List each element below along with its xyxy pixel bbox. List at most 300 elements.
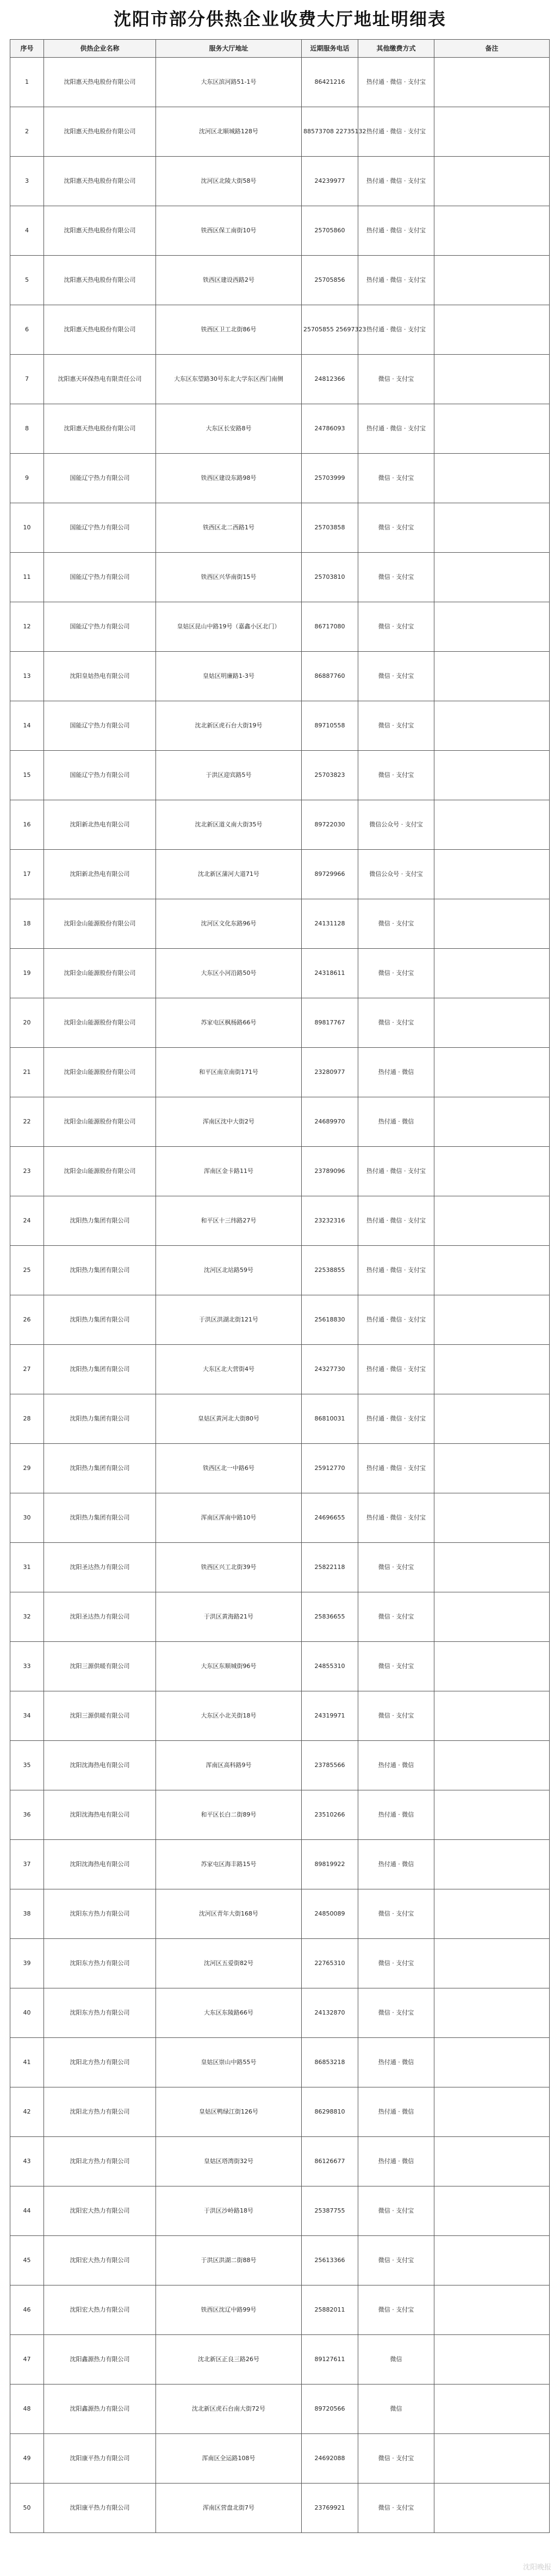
cell-remark (434, 1147, 550, 1196)
cell-address: 沈北新区正良三路26号 (156, 2335, 302, 2385)
cell-phone: 23785566 (302, 1741, 358, 1790)
cell-company: 沈阳惠天热电股份有限公司 (44, 206, 156, 256)
cell-remark (434, 1295, 550, 1345)
cell-address: 皇姑区黄河北大街80号 (156, 1394, 302, 1444)
cell-company: 沈阳金山能源股份有限公司 (44, 949, 156, 998)
cell-index: 29 (10, 1444, 44, 1493)
cell-index: 11 (10, 553, 44, 602)
table-row (10, 553, 550, 602)
cell-company: 沈阳康平热力有限公司 (44, 2484, 156, 2533)
cell-phone: 86887760 (302, 652, 358, 701)
cell-address: 浑南区浑南中路10号 (156, 1493, 302, 1543)
cell-address: 大东区长安路8号 (156, 404, 302, 454)
cell-company: 沈阳热力集团有限公司 (44, 1295, 156, 1345)
cell-company: 沈阳金山能源股份有限公司 (44, 1147, 156, 1196)
header-address: 服务大厅地址 (156, 40, 302, 58)
cell-index: 47 (10, 2335, 44, 2385)
table-row (10, 2385, 550, 2434)
cell-index: 44 (10, 2186, 44, 2236)
cell-payment: 微信 · 支付宝 (358, 454, 434, 503)
cell-company: 沈阳惠天热电股份有限公司 (44, 157, 156, 206)
cell-company: 沈阳金山能源股份有限公司 (44, 998, 156, 1048)
cell-address: 沈河区北陵大街58号 (156, 157, 302, 206)
cell-remark (434, 2385, 550, 2434)
cell-remark (434, 1988, 550, 2038)
cell-payment: 微信 · 支付宝 (358, 899, 434, 949)
cell-payment: 微信 · 支付宝 (358, 503, 434, 553)
cell-remark (434, 2285, 550, 2335)
cell-company: 沈阳惠天热电股份有限公司 (44, 107, 156, 157)
cell-address: 铁西区沈辽中路99号 (156, 2285, 302, 2335)
cell-phone: 23769921 (302, 2484, 358, 2533)
table-row (10, 1939, 550, 1988)
cell-payment: 热付通 · 微信 · 支付宝 (358, 305, 434, 355)
table-row (10, 1444, 550, 1493)
cell-remark (434, 2335, 550, 2385)
cell-remark (434, 998, 550, 1048)
cell-payment: 热付通 · 微信 · 支付宝 (358, 58, 434, 107)
table-row (10, 1493, 550, 1543)
cell-phone: 86126677 (302, 2137, 358, 2186)
cell-phone: 89817767 (302, 998, 358, 1048)
table-row (10, 58, 550, 107)
cell-phone: 24692088 (302, 2434, 358, 2484)
cell-address: 沈河区文化东路96号 (156, 899, 302, 949)
cell-address: 皇姑区昆山中路19号（嘉鑫小区北门） (156, 602, 302, 652)
cell-index: 43 (10, 2137, 44, 2186)
cell-remark (434, 1691, 550, 1741)
cell-phone: 89710558 (302, 701, 358, 751)
cell-index: 2 (10, 107, 44, 157)
cell-remark (434, 2087, 550, 2137)
cell-address: 浑南区营盘北街7号 (156, 2484, 302, 2533)
table-row (10, 2484, 550, 2533)
cell-remark (434, 1939, 550, 1988)
cell-address: 浑南区沈中大街2号 (156, 1097, 302, 1147)
cell-payment: 微信 · 支付宝 (358, 2285, 434, 2335)
cell-company: 沈阳金山能源股份有限公司 (44, 899, 156, 949)
cell-payment: 热付通 · 微信 · 支付宝 (358, 1196, 434, 1246)
cell-company: 沈阳北方热力有限公司 (44, 2038, 156, 2087)
cell-remark (434, 58, 550, 107)
cell-phone: 89127611 (302, 2335, 358, 2385)
cell-phone: 25703810 (302, 553, 358, 602)
table-row (10, 1889, 550, 1939)
cell-phone: 22765310 (302, 1939, 358, 1988)
cell-company: 国能辽宁热力有限公司 (44, 454, 156, 503)
table-row (10, 602, 550, 652)
table-row (10, 800, 550, 850)
cell-phone: 25882011 (302, 2285, 358, 2335)
cell-remark (434, 256, 550, 305)
table-row (10, 899, 550, 949)
cell-address: 浑南区金卡路11号 (156, 1147, 302, 1196)
cell-index: 5 (10, 256, 44, 305)
cell-index: 25 (10, 1246, 44, 1295)
table-row (10, 1196, 550, 1246)
cell-address: 铁西区建设西路2号 (156, 256, 302, 305)
table-row (10, 751, 550, 800)
cell-address: 苏家屯区海丰路15号 (156, 1840, 302, 1889)
cell-phone: 89819922 (302, 1840, 358, 1889)
header-phone: 近期服务电话 (302, 40, 358, 58)
table-row (10, 701, 550, 751)
cell-company: 沈阳圣达热力有限公司 (44, 1592, 156, 1642)
cell-address: 铁西区保工南街10号 (156, 206, 302, 256)
cell-company: 沈阳康平热力有限公司 (44, 2434, 156, 2484)
cell-address: 大东区滨河路51-1号 (156, 58, 302, 107)
cell-payment: 微信 · 支付宝 (358, 1691, 434, 1741)
cell-company: 沈阳惠天热电股份有限公司 (44, 58, 156, 107)
cell-payment: 热付通 · 微信 · 支付宝 (358, 1147, 434, 1196)
cell-company: 沈阳惠天热电股份有限公司 (44, 305, 156, 355)
cell-phone: 25705856 (302, 256, 358, 305)
cell-address: 大东区东顺城街96号 (156, 1642, 302, 1691)
cell-payment: 热付通 · 微信 · 支付宝 (358, 206, 434, 256)
cell-index: 8 (10, 404, 44, 454)
cell-remark (434, 1444, 550, 1493)
table-row (10, 503, 550, 553)
cell-company: 沈阳惠天环保热电有限责任公司 (44, 355, 156, 404)
table-row (10, 1592, 550, 1642)
cell-index: 41 (10, 2038, 44, 2087)
table-row (10, 1147, 550, 1196)
table-row (10, 998, 550, 1048)
cell-address: 和平区南京南街171号 (156, 1048, 302, 1097)
table-row (10, 256, 550, 305)
cell-index: 42 (10, 2087, 44, 2137)
cell-index: 1 (10, 58, 44, 107)
cell-remark (434, 1592, 550, 1642)
cell-remark (434, 206, 550, 256)
table-row (10, 2038, 550, 2087)
cell-address: 皇姑区鸭绿江街126号 (156, 2087, 302, 2137)
cell-company: 国能辽宁热力有限公司 (44, 602, 156, 652)
table-row (10, 2285, 550, 2335)
cell-remark (434, 1889, 550, 1939)
cell-phone: 25618830 (302, 1295, 358, 1345)
cell-remark (434, 1493, 550, 1543)
cell-remark (434, 404, 550, 454)
cell-phone: 25836655 (302, 1592, 358, 1642)
table-row (10, 2087, 550, 2137)
cell-remark (434, 2038, 550, 2087)
cell-payment: 热付通 · 微信 · 支付宝 (358, 1493, 434, 1543)
cell-remark (434, 751, 550, 800)
cell-index: 7 (10, 355, 44, 404)
table-row (10, 1691, 550, 1741)
cell-phone: 25703823 (302, 751, 358, 800)
cell-payment: 微信公众号 · 支付宝 (358, 850, 434, 899)
cell-index: 46 (10, 2285, 44, 2335)
table-row (10, 2236, 550, 2285)
table-row (10, 949, 550, 998)
cell-phone: 24696655 (302, 1493, 358, 1543)
cell-payment: 微信 · 支付宝 (358, 701, 434, 751)
cell-company: 沈阳惠天热电股份有限公司 (44, 256, 156, 305)
cell-company: 沈阳新北热电有限公司 (44, 800, 156, 850)
cell-payment: 微信 · 支付宝 (358, 1642, 434, 1691)
cell-payment: 微信 (358, 2385, 434, 2434)
cell-payment: 热付通 · 微信 · 支付宝 (358, 1394, 434, 1444)
cell-address: 于洪区迎宾路5号 (156, 751, 302, 800)
cell-index: 45 (10, 2236, 44, 2285)
cell-payment: 热付通 · 微信 (358, 2038, 434, 2087)
cell-company: 沈阳沈海热电有限公司 (44, 1840, 156, 1889)
cell-index: 16 (10, 800, 44, 850)
cell-company: 沈阳热力集团有限公司 (44, 1345, 156, 1394)
cell-company: 沈阳三源供暖有限公司 (44, 1691, 156, 1741)
cell-phone: 24319971 (302, 1691, 358, 1741)
cell-index: 10 (10, 503, 44, 553)
cell-company: 沈阳热力集团有限公司 (44, 1196, 156, 1246)
cell-address: 浑南区高科路9号 (156, 1741, 302, 1790)
cell-address: 于洪区沙岭路18号 (156, 2186, 302, 2236)
cell-remark (434, 1394, 550, 1444)
cell-remark (434, 701, 550, 751)
cell-index: 35 (10, 1741, 44, 1790)
cell-payment: 微信公众号 · 支付宝 (358, 800, 434, 850)
table-row (10, 850, 550, 899)
cell-payment: 热付通 · 微信 (358, 1840, 434, 1889)
cell-remark (434, 1543, 550, 1592)
cell-phone: 25703999 (302, 454, 358, 503)
cell-index: 26 (10, 1295, 44, 1345)
table-row (10, 1345, 550, 1394)
cell-phone: 86810031 (302, 1394, 358, 1444)
cell-company: 沈阳皇姑热电有限公司 (44, 652, 156, 701)
cell-index: 6 (10, 305, 44, 355)
cell-index: 12 (10, 602, 44, 652)
cell-index: 33 (10, 1642, 44, 1691)
table-row (10, 355, 550, 404)
table-row (10, 206, 550, 256)
cell-address: 大东区小河沿路50号 (156, 949, 302, 998)
cell-payment: 微信 · 支付宝 (358, 2434, 434, 2484)
cell-phone: 86717080 (302, 602, 358, 652)
cell-payment: 微信 · 支付宝 (358, 553, 434, 602)
cell-company: 沈阳宏大热力有限公司 (44, 2285, 156, 2335)
cell-payment: 热付通 · 微信 (358, 1790, 434, 1840)
cell-phone: 25613366 (302, 2236, 358, 2285)
cell-payment: 微信 · 支付宝 (358, 355, 434, 404)
cell-payment: 热付通 · 微信 (358, 1741, 434, 1790)
cell-remark (434, 899, 550, 949)
header-payment: 其他缴费方式 (358, 40, 434, 58)
cell-remark (434, 305, 550, 355)
cell-index: 37 (10, 1840, 44, 1889)
cell-phone: 24131128 (302, 899, 358, 949)
cell-address: 皇姑区明廉路1-3号 (156, 652, 302, 701)
cell-address: 沈河区北顺城路128号 (156, 107, 302, 157)
cell-remark (434, 503, 550, 553)
cell-address: 大东区北大营街4号 (156, 1345, 302, 1394)
table-row (10, 2335, 550, 2385)
cell-address: 铁西区北一中路6号 (156, 1444, 302, 1493)
cell-remark (434, 2186, 550, 2236)
cell-phone: 24318611 (302, 949, 358, 998)
cell-index: 17 (10, 850, 44, 899)
cell-company: 沈阳鑫源热力有限公司 (44, 2335, 156, 2385)
cell-company: 沈阳热力集团有限公司 (44, 1493, 156, 1543)
cell-company: 沈阳金山能源股份有限公司 (44, 1097, 156, 1147)
cell-phone: 24689970 (302, 1097, 358, 1147)
cell-remark (434, 107, 550, 157)
cell-remark (434, 652, 550, 701)
table-row (10, 1840, 550, 1889)
cell-phone: 23510266 (302, 1790, 358, 1840)
cell-address: 苏家屯区枫杨路66号 (156, 998, 302, 1048)
cell-company: 沈阳宏大热力有限公司 (44, 2236, 156, 2285)
cell-address: 大东区东陵路66号 (156, 1988, 302, 2038)
cell-company: 沈阳北方热力有限公司 (44, 2137, 156, 2186)
cell-index: 13 (10, 652, 44, 701)
cell-address: 铁西区卫工北街86号 (156, 305, 302, 355)
cell-index: 3 (10, 157, 44, 206)
cell-payment: 热付通 · 微信 · 支付宝 (358, 107, 434, 157)
document-title: 沈阳市部分供热企业收费大厅地址明细表 (113, 9, 446, 29)
header-remark: 备注 (434, 40, 550, 58)
cell-phone: 25912770 (302, 1444, 358, 1493)
cell-phone: 25822118 (302, 1543, 358, 1592)
cell-company: 沈阳圣达热力有限公司 (44, 1543, 156, 1592)
cell-remark (434, 1345, 550, 1394)
cell-phone: 89729966 (302, 850, 358, 899)
cell-address: 沈河区青年大街168号 (156, 1889, 302, 1939)
cell-index: 30 (10, 1493, 44, 1543)
table-body (10, 58, 550, 2533)
table-row (10, 305, 550, 355)
cell-address: 铁西区建设东路98号 (156, 454, 302, 503)
cell-index: 39 (10, 1939, 44, 1988)
cell-address: 和平区十三纬路27号 (156, 1196, 302, 1246)
cell-payment: 微信 · 支付宝 (358, 1889, 434, 1939)
cell-index: 4 (10, 206, 44, 256)
cell-company: 沈阳东方热力有限公司 (44, 1939, 156, 1988)
cell-phone: 23789096 (302, 1147, 358, 1196)
cell-index: 23 (10, 1147, 44, 1196)
cell-company: 沈阳鑫源热力有限公司 (44, 2385, 156, 2434)
cell-payment: 热付通 · 微信 · 支付宝 (358, 1345, 434, 1394)
cell-payment: 热付通 · 微信 · 支付宝 (358, 157, 434, 206)
table-row (10, 1543, 550, 1592)
cell-phone: 24132870 (302, 1988, 358, 2038)
table-row (10, 1048, 550, 1097)
cell-phone: 25387755 (302, 2186, 358, 2236)
cell-phone: 25705855 25697323 (302, 305, 358, 355)
cell-index: 18 (10, 899, 44, 949)
cell-phone: 24812366 (302, 355, 358, 404)
cell-company: 沈阳金山能源股份有限公司 (44, 1048, 156, 1097)
cell-company: 沈阳宏大热力有限公司 (44, 2186, 156, 2236)
cell-address: 沈河区五爱街82号 (156, 1939, 302, 1988)
cell-remark (434, 1097, 550, 1147)
cell-index: 48 (10, 2385, 44, 2434)
cell-payment: 微信 · 支付宝 (358, 751, 434, 800)
cell-company: 沈阳热力集团有限公司 (44, 1246, 156, 1295)
cell-phone: 22538855 (302, 1246, 358, 1295)
cell-phone: 24327730 (302, 1345, 358, 1394)
cell-payment: 热付通 · 微信 · 支付宝 (358, 256, 434, 305)
cell-phone: 89720566 (302, 2385, 358, 2434)
cell-remark (434, 1790, 550, 1840)
cell-index: 22 (10, 1097, 44, 1147)
cell-index: 49 (10, 2434, 44, 2484)
table-row (10, 1295, 550, 1345)
cell-phone: 25705860 (302, 206, 358, 256)
cell-address: 沈北新区蒲河大道71号 (156, 850, 302, 899)
cell-payment: 热付通 · 微信 (358, 2087, 434, 2137)
cell-index: 14 (10, 701, 44, 751)
cell-payment: 微信 · 支付宝 (358, 1592, 434, 1642)
cell-remark (434, 1642, 550, 1691)
cell-address: 大东区小北关街18号 (156, 1691, 302, 1741)
cell-address: 沈河区北站路59号 (156, 1246, 302, 1295)
cell-company: 国能辽宁热力有限公司 (44, 701, 156, 751)
cell-remark (434, 1048, 550, 1097)
cell-address: 铁西区兴华南街15号 (156, 553, 302, 602)
table-row (10, 1394, 550, 1444)
cell-company: 沈阳东方热力有限公司 (44, 1889, 156, 1939)
cell-index: 40 (10, 1988, 44, 2038)
cell-index: 34 (10, 1691, 44, 1741)
cell-address: 沈北新区道义南大街35号 (156, 800, 302, 850)
cell-remark (434, 2484, 550, 2533)
watermark-text: 沈阳晚报 (522, 2563, 551, 2572)
cell-remark (434, 553, 550, 602)
cell-index: 19 (10, 949, 44, 998)
table-row (10, 652, 550, 701)
cell-address: 于洪区黄海路21号 (156, 1592, 302, 1642)
cell-remark (434, 454, 550, 503)
cell-payment: 热付通 · 微信 (358, 1048, 434, 1097)
cell-address: 沈北新区虎石台南大街72号 (156, 2385, 302, 2434)
table-row (10, 1741, 550, 1790)
cell-payment: 微信 · 支付宝 (358, 998, 434, 1048)
cell-company: 沈阳东方热力有限公司 (44, 1988, 156, 2038)
cell-index: 24 (10, 1196, 44, 1246)
cell-index: 9 (10, 454, 44, 503)
cell-company: 沈阳新北热电有限公司 (44, 850, 156, 899)
cell-remark (434, 949, 550, 998)
cell-phone: 23280977 (302, 1048, 358, 1097)
table-header-row (10, 40, 550, 58)
cell-index: 38 (10, 1889, 44, 1939)
table-row (10, 157, 550, 206)
cell-company: 沈阳三源供暖有限公司 (44, 1642, 156, 1691)
cell-payment: 热付通 · 微信 · 支付宝 (358, 1295, 434, 1345)
cell-company: 国能辽宁热力有限公司 (44, 553, 156, 602)
cell-address: 皇姑区塔湾街32号 (156, 2137, 302, 2186)
cell-index: 28 (10, 1394, 44, 1444)
cell-address: 于洪区洪湖二街88号 (156, 2236, 302, 2285)
cell-payment: 微信 · 支付宝 (358, 2484, 434, 2533)
cell-address: 铁西区北二西路1号 (156, 503, 302, 553)
cell-payment: 热付通 · 微信 · 支付宝 (358, 1246, 434, 1295)
cell-phone: 25703858 (302, 503, 358, 553)
cell-company: 沈阳热力集团有限公司 (44, 1444, 156, 1493)
cell-remark (434, 355, 550, 404)
cell-phone: 89722030 (302, 800, 358, 850)
cell-phone: 23232316 (302, 1196, 358, 1246)
cell-remark (434, 800, 550, 850)
cell-address: 和平区长白二街89号 (156, 1790, 302, 1840)
table-row (10, 107, 550, 157)
cell-payment: 微信 · 支付宝 (358, 602, 434, 652)
cell-phone: 24786093 (302, 404, 358, 454)
cell-index: 32 (10, 1592, 44, 1642)
cell-index: 27 (10, 1345, 44, 1394)
